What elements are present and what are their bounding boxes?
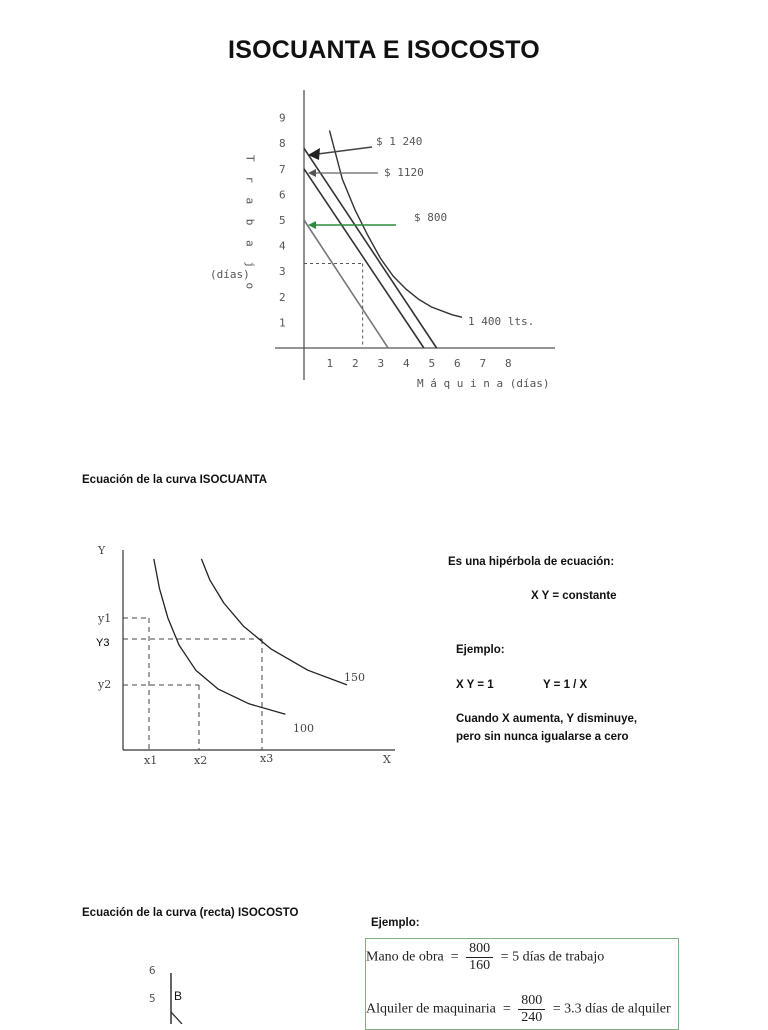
curve-150 — [201, 559, 347, 685]
x-tick-x2: x2 — [194, 754, 208, 767]
machine-label: Alquiler de maquinaria — [366, 1001, 496, 1017]
x-axis-label: M á q u i n a (días) — [417, 377, 550, 390]
x-tick-1: 1 — [326, 357, 334, 370]
machine-text: días de alquiler — [585, 1001, 671, 1017]
y-axis-label: T r a b a j o — [243, 155, 257, 294]
y-tick-3: 3 — [279, 265, 286, 279]
x-tick-3: 3 — [377, 357, 385, 370]
machine-num: 800 — [518, 993, 545, 1010]
labor-result: 5 — [512, 949, 520, 965]
isocost-mini-chart — [140, 955, 220, 1024]
cost-label-1120: $ 1120 — [384, 166, 424, 179]
machine-result: 3.3 — [564, 1001, 582, 1017]
note-y-over-x: Y = 1 / X — [543, 679, 588, 691]
isocost-chart — [200, 85, 580, 405]
cost-label-1240: $ 1 240 — [376, 135, 423, 148]
example-row-labor: Mano de obra = $\frac{800}{160}$ = 5 días de trabajo — [366, 941, 605, 973]
curve-label-1400: 1 400 lts. — [468, 315, 535, 328]
note-behavior-2: pero sin nunca igualarse a cero — [456, 731, 629, 743]
x-tick-7: 7 — [479, 357, 487, 370]
labor-text: días de trabajo — [522, 949, 605, 965]
example-row-machine: Alquiler de maquinaria = $\frac{800}{240}$ = 3.3 días de alquiler — [366, 993, 671, 1025]
isocost-example-label: Ejemplo: — [371, 917, 420, 929]
y-tick-2: 2 — [279, 290, 286, 304]
x-tick-5: 5 — [428, 357, 436, 370]
example-box — [365, 938, 679, 1030]
y-tick-9: 9 — [279, 111, 286, 125]
isocost-heading: Ecuación de la curva (recta) ISOCOSTO — [82, 907, 299, 919]
page-title: ISOCUANTA E ISOCOSTO — [228, 36, 540, 64]
labor-label: Mano de obra — [366, 949, 444, 965]
series-3 — [304, 220, 388, 348]
y-tick-6: 6 — [149, 964, 156, 977]
isocost-line — [171, 1012, 182, 1024]
labor-den: 160 — [469, 958, 491, 973]
y-axis-label: Y — [98, 544, 106, 557]
y-tick-5: 5 — [279, 214, 286, 227]
isoquant-chart — [90, 540, 410, 780]
note-xy1: X Y = 1 — [456, 679, 494, 691]
curve-label-150: 150 — [344, 671, 365, 684]
y-tick-labels — [279, 112, 286, 330]
note-equation: X Y = constante — [531, 590, 617, 602]
curves — [154, 559, 347, 714]
labor-num: 800 — [466, 941, 493, 958]
x-axis-label: X — [383, 753, 391, 766]
cost-label-800: $ 800 — [414, 211, 448, 224]
guides — [123, 618, 262, 750]
curve-label-100: 100 — [293, 722, 314, 735]
x-tick-8: 8 — [505, 357, 512, 370]
labor-fraction — [466, 941, 493, 974]
y-tick-y1: y1 — [98, 612, 112, 625]
y-tick-4: 4 — [279, 239, 286, 253]
y-axis-unit: (días) — [210, 268, 250, 281]
curve-100 — [154, 559, 286, 714]
x-tick-x3: x3 — [260, 752, 274, 765]
point-label-B: B — [174, 989, 183, 1003]
x-tick-x1: x1 — [144, 754, 158, 767]
isoquant-heading: Ecuación de la curva ISOCUANTA — [82, 474, 268, 486]
y-tick-5: 5 — [149, 992, 156, 1005]
y-tick-7: 7 — [279, 162, 286, 176]
note-hyperbola: Es una hipérbola de ecuación: — [448, 556, 615, 568]
y-tick-8: 8 — [279, 137, 286, 151]
machine-fraction — [518, 993, 545, 1026]
x-tick-2: 2 — [352, 357, 359, 370]
note-behavior-1: Cuando X aumenta, Y disminuye, — [456, 713, 638, 725]
x-tick-4: 4 — [403, 357, 410, 370]
chart-marks — [304, 130, 462, 348]
y-tick-6: 6 — [279, 188, 286, 202]
cost-annotations — [308, 135, 534, 328]
y-tick-Y3: Y3 — [96, 637, 110, 649]
series-2 — [304, 169, 424, 348]
y-tick-y2: y2 — [98, 678, 112, 691]
y-tick-1: 1 — [279, 316, 286, 330]
x-tick-6: 6 — [454, 357, 461, 370]
machine-den: 240 — [521, 1010, 543, 1025]
x-tick-labels — [327, 357, 512, 370]
note-example: Ejemplo: — [456, 644, 505, 656]
